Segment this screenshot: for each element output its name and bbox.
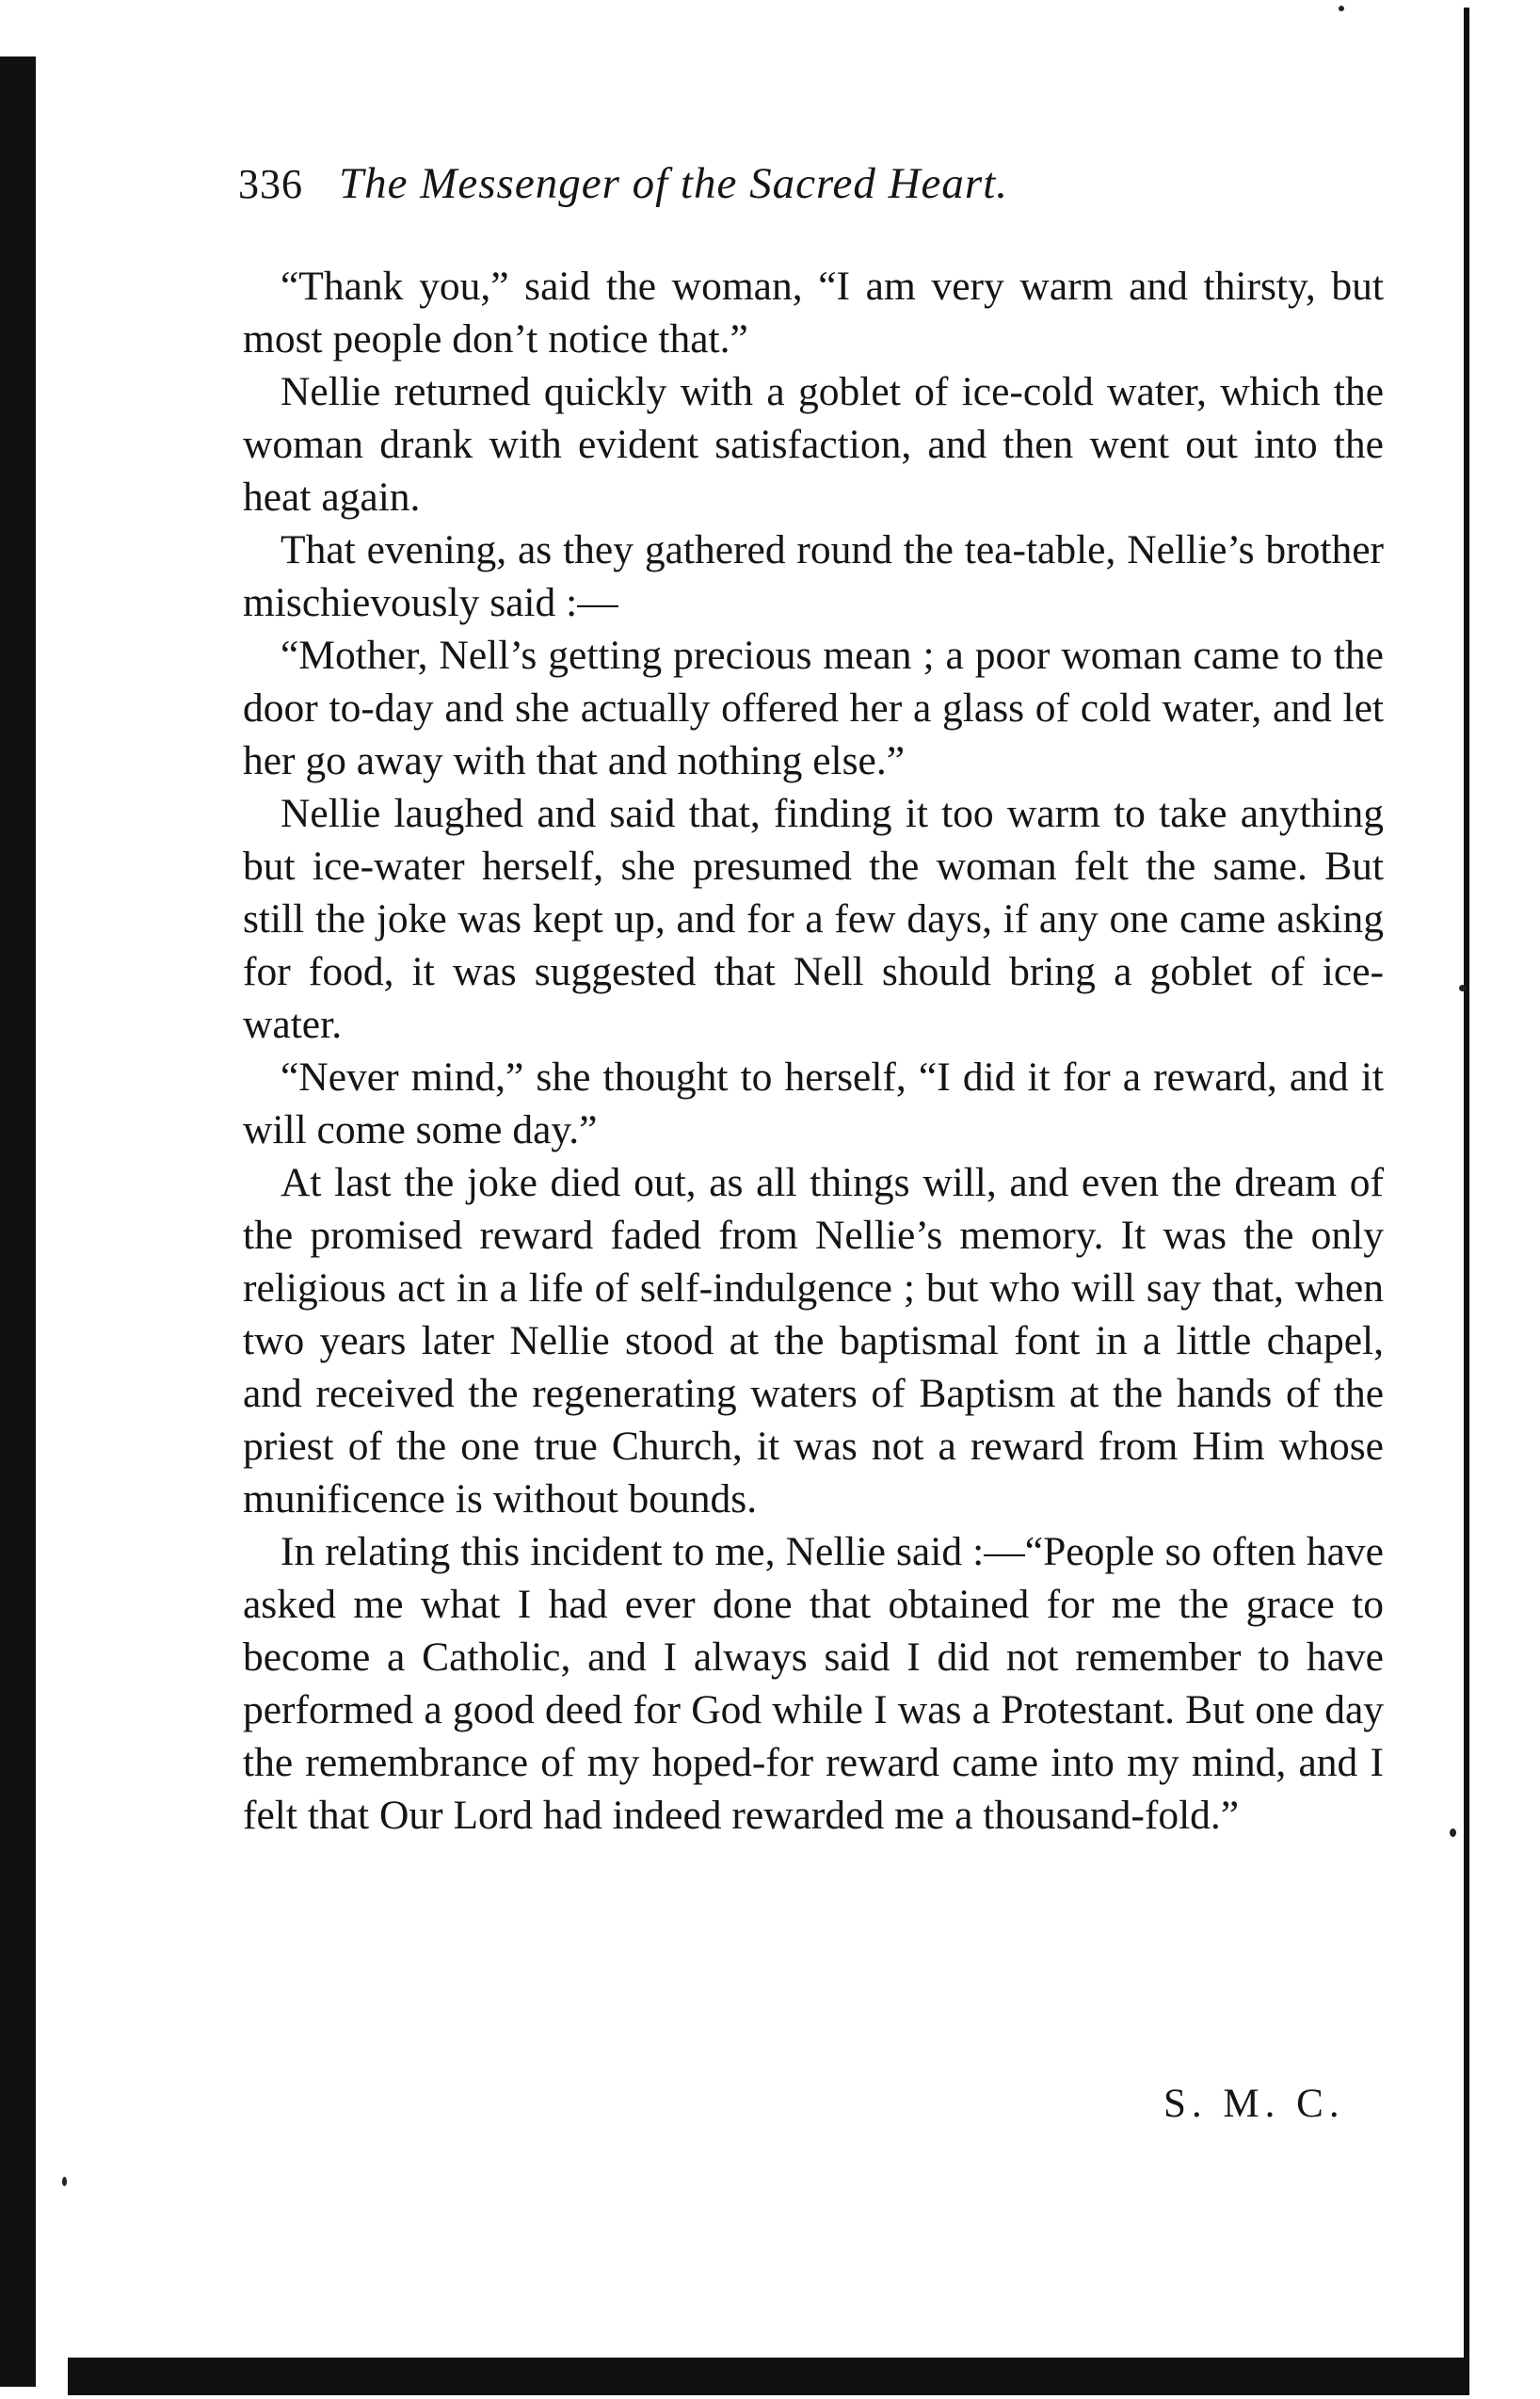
author-signature: S. M. C.	[1163, 2082, 1345, 2126]
bottom-scan-border	[68, 2358, 1469, 2395]
paragraph: That evening, as they gathered round the tea-table, Nellie’s brother mischievously said :—	[243, 527, 1384, 625]
left-scan-border	[0, 56, 36, 2387]
running-title: The Messenger of the Sacred Heart.	[339, 159, 1009, 208]
article-body	[243, 260, 1384, 1842]
scan-speck	[1450, 1828, 1456, 1837]
scan-speck	[1459, 985, 1466, 991]
paragraph: “Mother, Nell’s getting precious mean ; a poor woman came to the door to-day and she actually offered her a glass of cold water, and let her go away with that and nothing else.”	[243, 633, 1384, 783]
paragraph: Nellie laughed and said that, finding it too warm to take anything but ice-water herself, she presumed the woman felt the same. But still the joke was kept up, and for a few days, if any one came asking for food, it was suggested that Nell should bring a goblet of ice-water.	[243, 791, 1384, 1047]
paragraph: “Thank you,” said the woman, “I am very warm and thirsty, but most people don’t notice that.”	[243, 264, 1384, 362]
right-scan-border	[1464, 8, 1469, 2390]
paragraph: In relating this incident to me, Nellie said :—“People so often have asked me what I had ever done that obtained for me the grace to become a Catholic, and I always said I did not remember to have performed a good deed for God while I was a Protestant. But one day the remembrance of my hoped-for reward came into my mind, and I felt that Our Lord had indeed rewarded me a thousand-fold.”	[243, 1529, 1384, 1838]
running-header	[238, 158, 1368, 224]
paragraph: Nellie returned quickly with a goblet of ice-cold water, which the woman drank with evident satisfaction, and then went out into the heat again.	[243, 369, 1384, 520]
scan-speck	[1339, 6, 1344, 11]
scan-speck	[62, 2177, 67, 2186]
paragraph: At last the joke died out, as all things will, and even the dream of the promised reward faded from Nellie’s memory. It was the only religious act in a life of self-indulgence ; but who will say that, when two years later Nellie stood at the baptismal font in a little chapel, and received the regenerating waters of Baptism at the hands of the priest of the one true Church, it was not a reward from Him whose munificence is without bounds.	[243, 1160, 1384, 1522]
paragraph: “Never mind,” she thought to herself, “I did it for a reward, and it will come some day.”	[243, 1055, 1384, 1152]
page-number: 336	[238, 161, 303, 207]
